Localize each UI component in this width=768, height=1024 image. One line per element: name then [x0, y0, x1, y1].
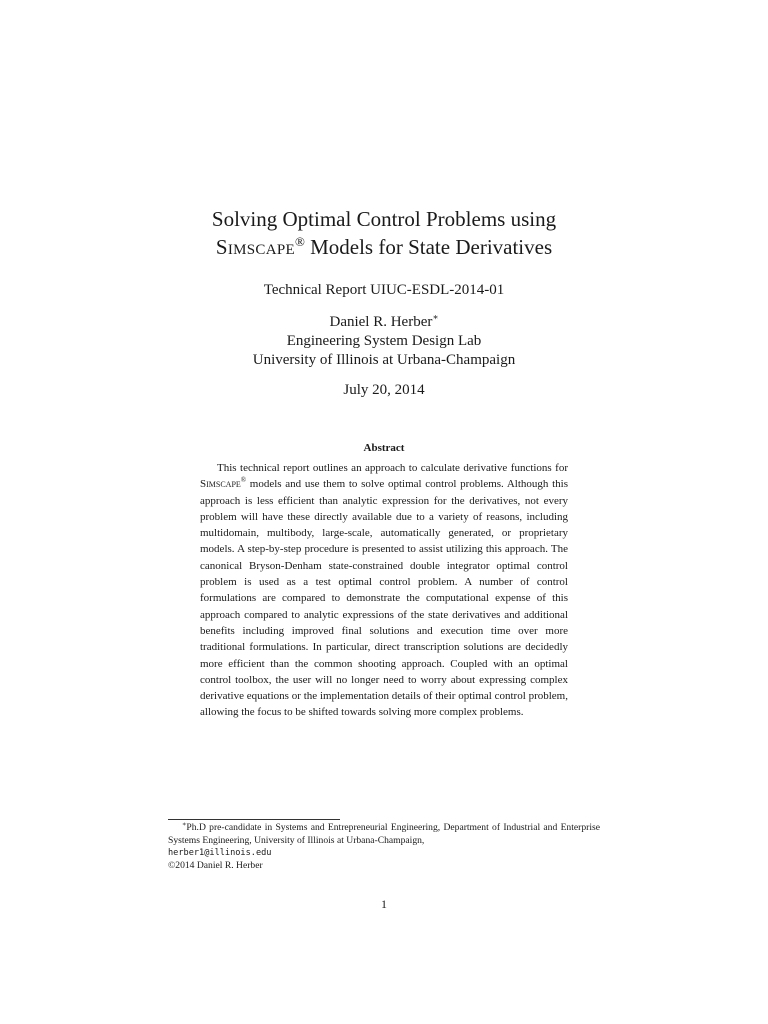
author-lab: Engineering System Design Lab: [286, 333, 482, 349]
report-number: Technical Report UIUC-ESDL-2014-01: [263, 282, 505, 298]
abstract-text-part-2: models and use them to solve optimal control problems. Although this approach is less efficient than analytic expression for the derivatives, not every problem will have these directly available due to a variety of reasons, including multidomain, multibody, large-scale, automatically generated, or proprietary models. A step-by-step procedure is presented to assist utilizing this approach. The canonical Bryson-Denham state-constrained double integrator optimal control problem is used as a test optimal control problem. A number of control formulations are compared to demonstrate the computational expense of this approach compared to analytic expressions of the state derivatives and additional benefits including improved final solutions and execution time over more traditional formulations. In particular, direct transcription solutions are decidedly more efficient than the common shooting approach. Coupled with an optimal control toolbox, the user will no longer need to worry about expressing complex derivative equations or the implementation details of their optimal control problem, allowing the focus to be shifted towards solving more complex problems.: [200, 478, 568, 719]
page-number: 1: [381, 897, 387, 911]
paper-title: [0, 205, 768, 261]
abstract-text-part-1: This technical report outlines an approach to calculate derivative functions for: [217, 462, 568, 474]
author-university: University of Illinois at Urbana-Champaign: [252, 352, 516, 368]
title-line-2: [0, 233, 768, 261]
title-brand: Simscape: [215, 235, 295, 259]
footnote: [168, 822, 600, 872]
footnote-copyright: ©2014 Daniel R. Herber: [168, 859, 263, 871]
author-name-line: [0, 313, 768, 332]
author-name: Daniel R. Herber: [329, 314, 433, 330]
footnote-rule: [168, 819, 340, 820]
footnote-email[interactable]: herber1@illinois.edu: [168, 848, 272, 859]
footnote-affiliation: [168, 822, 600, 847]
footnote-marker: ∗: [182, 821, 187, 828]
title-registered-mark: ®: [294, 234, 305, 249]
abstract-heading: Abstract: [363, 442, 405, 454]
paper-date: July 20, 2014: [343, 382, 425, 398]
title-line-2-rest: Models for State Derivatives: [304, 235, 553, 259]
author-block: [0, 313, 768, 370]
abstract-body: [200, 460, 568, 721]
author-footnote-marker: ∗: [432, 312, 439, 322]
title-line-1: Solving Optimal Control Problems using: [211, 207, 557, 231]
abstract-registered-mark: ®: [240, 476, 247, 485]
abstract-brand: Simscape: [200, 478, 241, 491]
footnote-text: Ph.D pre-candidate in Systems and Entrepreneurial Engineering, Department of Industrial and Enterprise Systems Engineering, University of Illinois at Urbana-Champaign,: [168, 822, 600, 846]
